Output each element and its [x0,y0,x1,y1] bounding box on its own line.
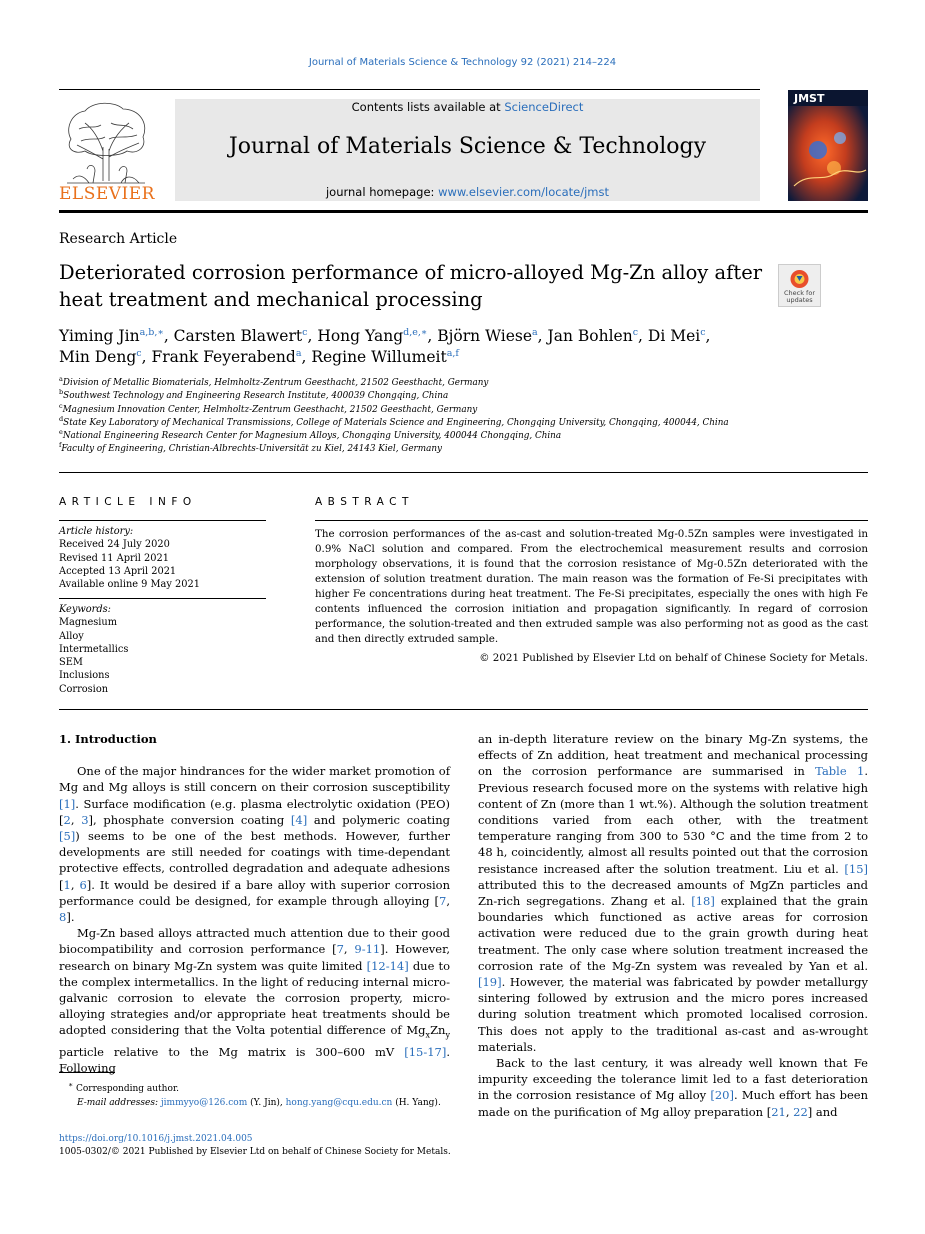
history-received: Received 24 July 2020 [59,539,170,551]
abstract-copyright: © 2021 Published by Elsevier Ltd on behalf of Chinese Society for Metals. [479,652,868,664]
journal-reference[interactable]: Journal of Materials Science & Technology 92 (2021) 214–224 [308,57,617,68]
email-link-jin[interactable]: jimmyyo@126.com [160,1098,248,1108]
check-for-updates-label: Check for updates [784,289,815,304]
author-name: Carsten Blawert [173,327,303,345]
info-top-rule [59,472,868,473]
text: particle relative to the Mg matrix is 300–600 mV [59,1044,405,1059]
author-affiliation-mark[interactable]: a [532,326,538,338]
journal-banner [175,99,760,201]
citation-link[interactable]: [20] [710,1088,734,1103]
text: an in-depth literature review on the binary Mg-Zn systems, the effects of Zn addition, heat treatment and mechanical processing on the corrosion performance are summarised in [478,732,868,779]
citation-link[interactable]: 7 [336,942,344,957]
history-online: Available online 9 May 2021 [59,579,200,591]
affiliation-text: State Key Laboratory of Mechanical Transmissions, College of Materials Science and Engineering, Chongqing University, Chongqing, 400044, China [63,417,729,428]
author-separator: , [141,348,152,366]
affiliation-text: Magnesium Innovation Center, Helmholtz-Zentrum Geesthacht, 21502 Geesthacht, Germany [62,404,478,415]
keyword: Magnesium [59,617,118,629]
body-top-rule [59,709,868,710]
journal-cover-image[interactable] [788,90,868,201]
author-separator: , [705,327,711,345]
affiliation-item [59,443,859,456]
author-name: Hong Yang [317,327,404,345]
contents-prefix: Contents lists available at [351,100,505,114]
email-line [59,1096,459,1110]
text: , [70,877,80,892]
author-separator: , [307,327,318,345]
doi-link[interactable]: https://doi.org/10.1016/j.jmst.2021.04.005 [59,1134,253,1144]
text: due to the complex intermetallics. In the light of reducing internal micro-galvanic corrosion to elevate the corrosion property, micro-alloying strategies and/or appropriate heat treatments should be adopted considering that the Volta potential difference of Mg [59,958,450,1038]
citation-link[interactable]: 6 [79,877,87,892]
page-footer [59,1133,559,1159]
article-info-heading: ARTICLE INFO [59,496,197,508]
author-separator: , [638,327,648,345]
footnote-rule [59,1072,115,1073]
text: . However, the material was fabricated by powder metallurgy sintering followed by extrusion and the micro pores increased during solution treatment which promoted localised corrosion. This does not apply to the traditional as-cast and as-wrought materials. [478,975,868,1054]
text: ]. However, research on binary Mg-Zn system was quite limited [59,942,451,973]
citation-link[interactable]: [4] [290,812,308,827]
corresponding-line [59,1078,459,1096]
article-title: Deteriorated corrosion performance of micro-alloyed Mg-Zn alloy after heat treatment and mechanical processing [59,261,763,311]
homepage-link[interactable]: www.elsevier.com/locate/jmst [438,185,610,199]
intro-paragraph-2 [59,925,450,1076]
author-affiliation-mark[interactable]: c [302,326,308,338]
author-separator: , [537,327,548,345]
citation-link[interactable]: [1] [59,796,76,811]
keywords-block [59,603,266,696]
affiliation-key: c [59,401,63,410]
author-separator: , [163,327,174,345]
elsevier-wordmark: ELSEVIER [59,184,155,204]
cover-title: JMST [794,92,825,105]
author-affiliation-mark[interactable]: c [136,347,142,359]
citation-link[interactable]: [18] [691,894,715,909]
text: , [343,942,355,957]
author-name: Min Deng [59,348,137,366]
corresponding-label: Corresponding author. [75,1084,180,1094]
email-link-yang[interactable]: hong.yang@cqu.edu.cn [285,1098,393,1108]
citation-link[interactable]: 21 [771,1104,786,1119]
author-affiliation-mark[interactable]: a,f [446,347,459,359]
text: ], phosphate conversion coating [88,812,291,827]
footnote-mark: ∗ [68,1080,74,1089]
masthead-top-rule [59,89,760,90]
subscript: x [425,1030,431,1040]
keyword: Inclusions [59,670,110,682]
affiliation-item [59,414,859,430]
affiliation-item [59,401,859,417]
affiliation-text: Faculty of Engineering, Christian-Albrechts-Universität zu Kiel, 24143 Kiel, Germany [61,444,442,455]
citation-link[interactable]: [12-14] [366,958,409,973]
author-list [59,326,819,368]
keyword: Corrosion [59,683,109,695]
text: ]. It would be desired if a bare alloy with superior corrosion performance could be designed, for example through alloying [ [59,877,450,908]
email-owner: (H. Yang). [392,1098,441,1108]
author-affiliation-mark[interactable]: c [632,326,639,338]
citation-link[interactable]: [19] [478,975,502,990]
author-name: Di Mei [647,327,701,345]
abstract-text: The corrosion performances of the as-cast and solution-treated Mg-0.5Zn samples were investigated in 0.9% NaCl solution and compared. From the electrochemical measurement results and corrosion morphology observations, it is found that the corrosion resistance of Mg-0.5Zn deteriorated with the extension of solution treatment duration. The main reason was the formation of Fe-Si precipitates with higher Fe concentrations during heat treatment. The Fe-Si precipitates, especially the ones with high Fe contents influenced the corrosion initiation and propagation significantly. In regard of corrosion performance, the solution-treated and then extruded sample was also performing not as good as the cast and then directly extruded sample. [315,528,868,645]
text: . Previous research focused more on the systems with relative high content of Zn (more than 1 wt.%). Although the solution treatment conditions varied from each other, with the treatment temperature ranging from 300 to 530 °C and the time from 2 to 48 h, coincidently, almost all results pointed out that the corrosion resistance increased after the solution treatment. Liu et al. [478,764,868,876]
affiliation-item [59,390,859,403]
author-affiliation-mark[interactable]: a [295,347,302,359]
journal-title: Journal of Materials Science & Technology [228,134,707,159]
author-name: Regine Willumeit [311,348,447,366]
keyword: Intermetallics [59,643,129,655]
citation-link[interactable]: 3 [81,812,89,827]
affiliation-item [59,430,859,443]
affiliation-key: b [59,388,64,397]
author-affiliation-mark[interactable]: c [700,326,706,338]
text: Mg-Zn based alloys attracted much attention due to their good biocompatibility and corrosion performance [ [59,926,450,957]
corresponding-author-footnote [59,1078,459,1110]
text: ]. [66,910,75,925]
intro-paragraph-1 [59,763,450,925]
citation-link[interactable]: [15-17] [404,1044,447,1059]
intro-paragraph-continued [478,731,868,1055]
affiliation-key: d [59,414,64,423]
text: . Surface modification (e.g. plasma electrolytic oxidation (PEO) [ [59,796,450,827]
issn-copyright: 1005-0302/© 2021 Published by Elsevier Ltd on behalf of Chinese Society for Metals. [59,1147,451,1157]
abstract-heading: ABSTRACT [315,496,414,508]
citation-link[interactable]: 22 [793,1104,808,1119]
author-separator: , [427,327,438,345]
text: explained that the grain boundaries which functioned as active areas for corrosion activation were reduced due to the grain growth during heat treatment. The only case where solution treatment increased the corrosion rate of the Mg-Zn system was revealed by Yan et al. [478,894,868,973]
author-name: Björn Wiese [437,327,532,345]
text: , [785,1104,794,1119]
email-label: E-mail addresses: [77,1098,161,1108]
keyword: SEM [59,657,83,669]
citation-link[interactable]: [5] [59,829,76,844]
email-owner: (Y. Jin), [247,1098,286,1108]
keywords-label: Keywords: [59,604,111,615]
text: attributed this to the decreased amounts of MgZn particles and Zn-rich segregations. Zhang et al. [478,877,868,909]
history-accepted: Accepted 13 April 2021 [59,565,177,577]
affiliation-key: a [59,375,63,384]
text: . Following [59,1044,450,1076]
author-name: Frank Feyerabend [151,348,296,366]
citation-link[interactable]: 9-11 [354,942,381,957]
citation-link[interactable]: 8 [59,910,67,925]
text: ] and [807,1104,838,1119]
homepage-prefix: journal homepage: [325,185,439,199]
abstract-rule [315,520,868,521]
keyword: Alloy [59,630,84,642]
article-type: Research Article [59,231,178,247]
body-column-right [478,731,868,1120]
text: and polymeric coating [307,812,450,827]
homepage-line [175,185,760,199]
contents-line [175,100,760,114]
history-label: Article history: [59,526,134,537]
affiliation-text: National Engineering Research Center for Magnesium Alloys, Chongqing University, 400044 Chongqing, China [62,431,562,442]
affiliation-text: Division of Metallic Biomaterials, Helmholtz-Zentrum Geesthacht, 21502 Geesthacht, Germany [62,378,489,388]
citation-link[interactable]: 7 [439,893,447,908]
citation-link[interactable]: 2 [63,812,71,827]
author-affiliation-mark[interactable]: d,e,∗ [403,326,428,338]
intro-paragraph-3 [478,1055,868,1120]
author-affiliation-mark[interactable]: a,b,∗ [139,326,164,338]
text: One of the major hindrances for the wider market promotion of Mg and Mg alloys is still concern on their corrosion susceptibility [59,764,450,795]
subscript: y [445,1030,450,1040]
text: , [446,893,450,908]
section-heading-introduction: 1. Introduction [59,732,157,746]
citation-link[interactable]: [15] [844,861,868,876]
text: ) seems to be one of the best methods. However, further developments are still needed for coatings with time-dependant protective effects, controlled degradation and adequate adhesions [ [59,829,450,892]
text: Zn [430,1023,446,1038]
sciencedirect-link[interactable]: ScienceDirect [504,100,584,114]
history-revised: Revised 11 April 2021 [59,552,169,564]
text: Back to the last century, it was already well known that Fe impurity exceeding the tolerance limit led to a fast deterioration in the corrosion resistance of Mg alloy [478,1056,868,1103]
text: . Much effort has been made on the purification of Mg alloy preparation [ [478,1088,869,1119]
keywords-rule [59,598,266,599]
affiliation-list [59,377,859,457]
affiliation-key: f [59,441,62,450]
citation-link[interactable]: 1 [63,877,71,892]
author-name: Yiming Jin [59,327,140,345]
article-info-rule [59,520,266,521]
body-column-left [59,731,450,1076]
affiliation-key: e [59,428,63,437]
author-name: Jan Bohlen [547,327,633,345]
affiliation-text: Southwest Technology and Engineering Research Institute, 400039 Chongqing, China [63,391,449,402]
article-history [59,525,266,591]
text: , [70,812,82,827]
masthead-bottom-rule [59,210,868,213]
author-separator: , [301,348,312,366]
affiliation-item [59,377,859,390]
table-link[interactable]: Table 1 [815,764,865,779]
